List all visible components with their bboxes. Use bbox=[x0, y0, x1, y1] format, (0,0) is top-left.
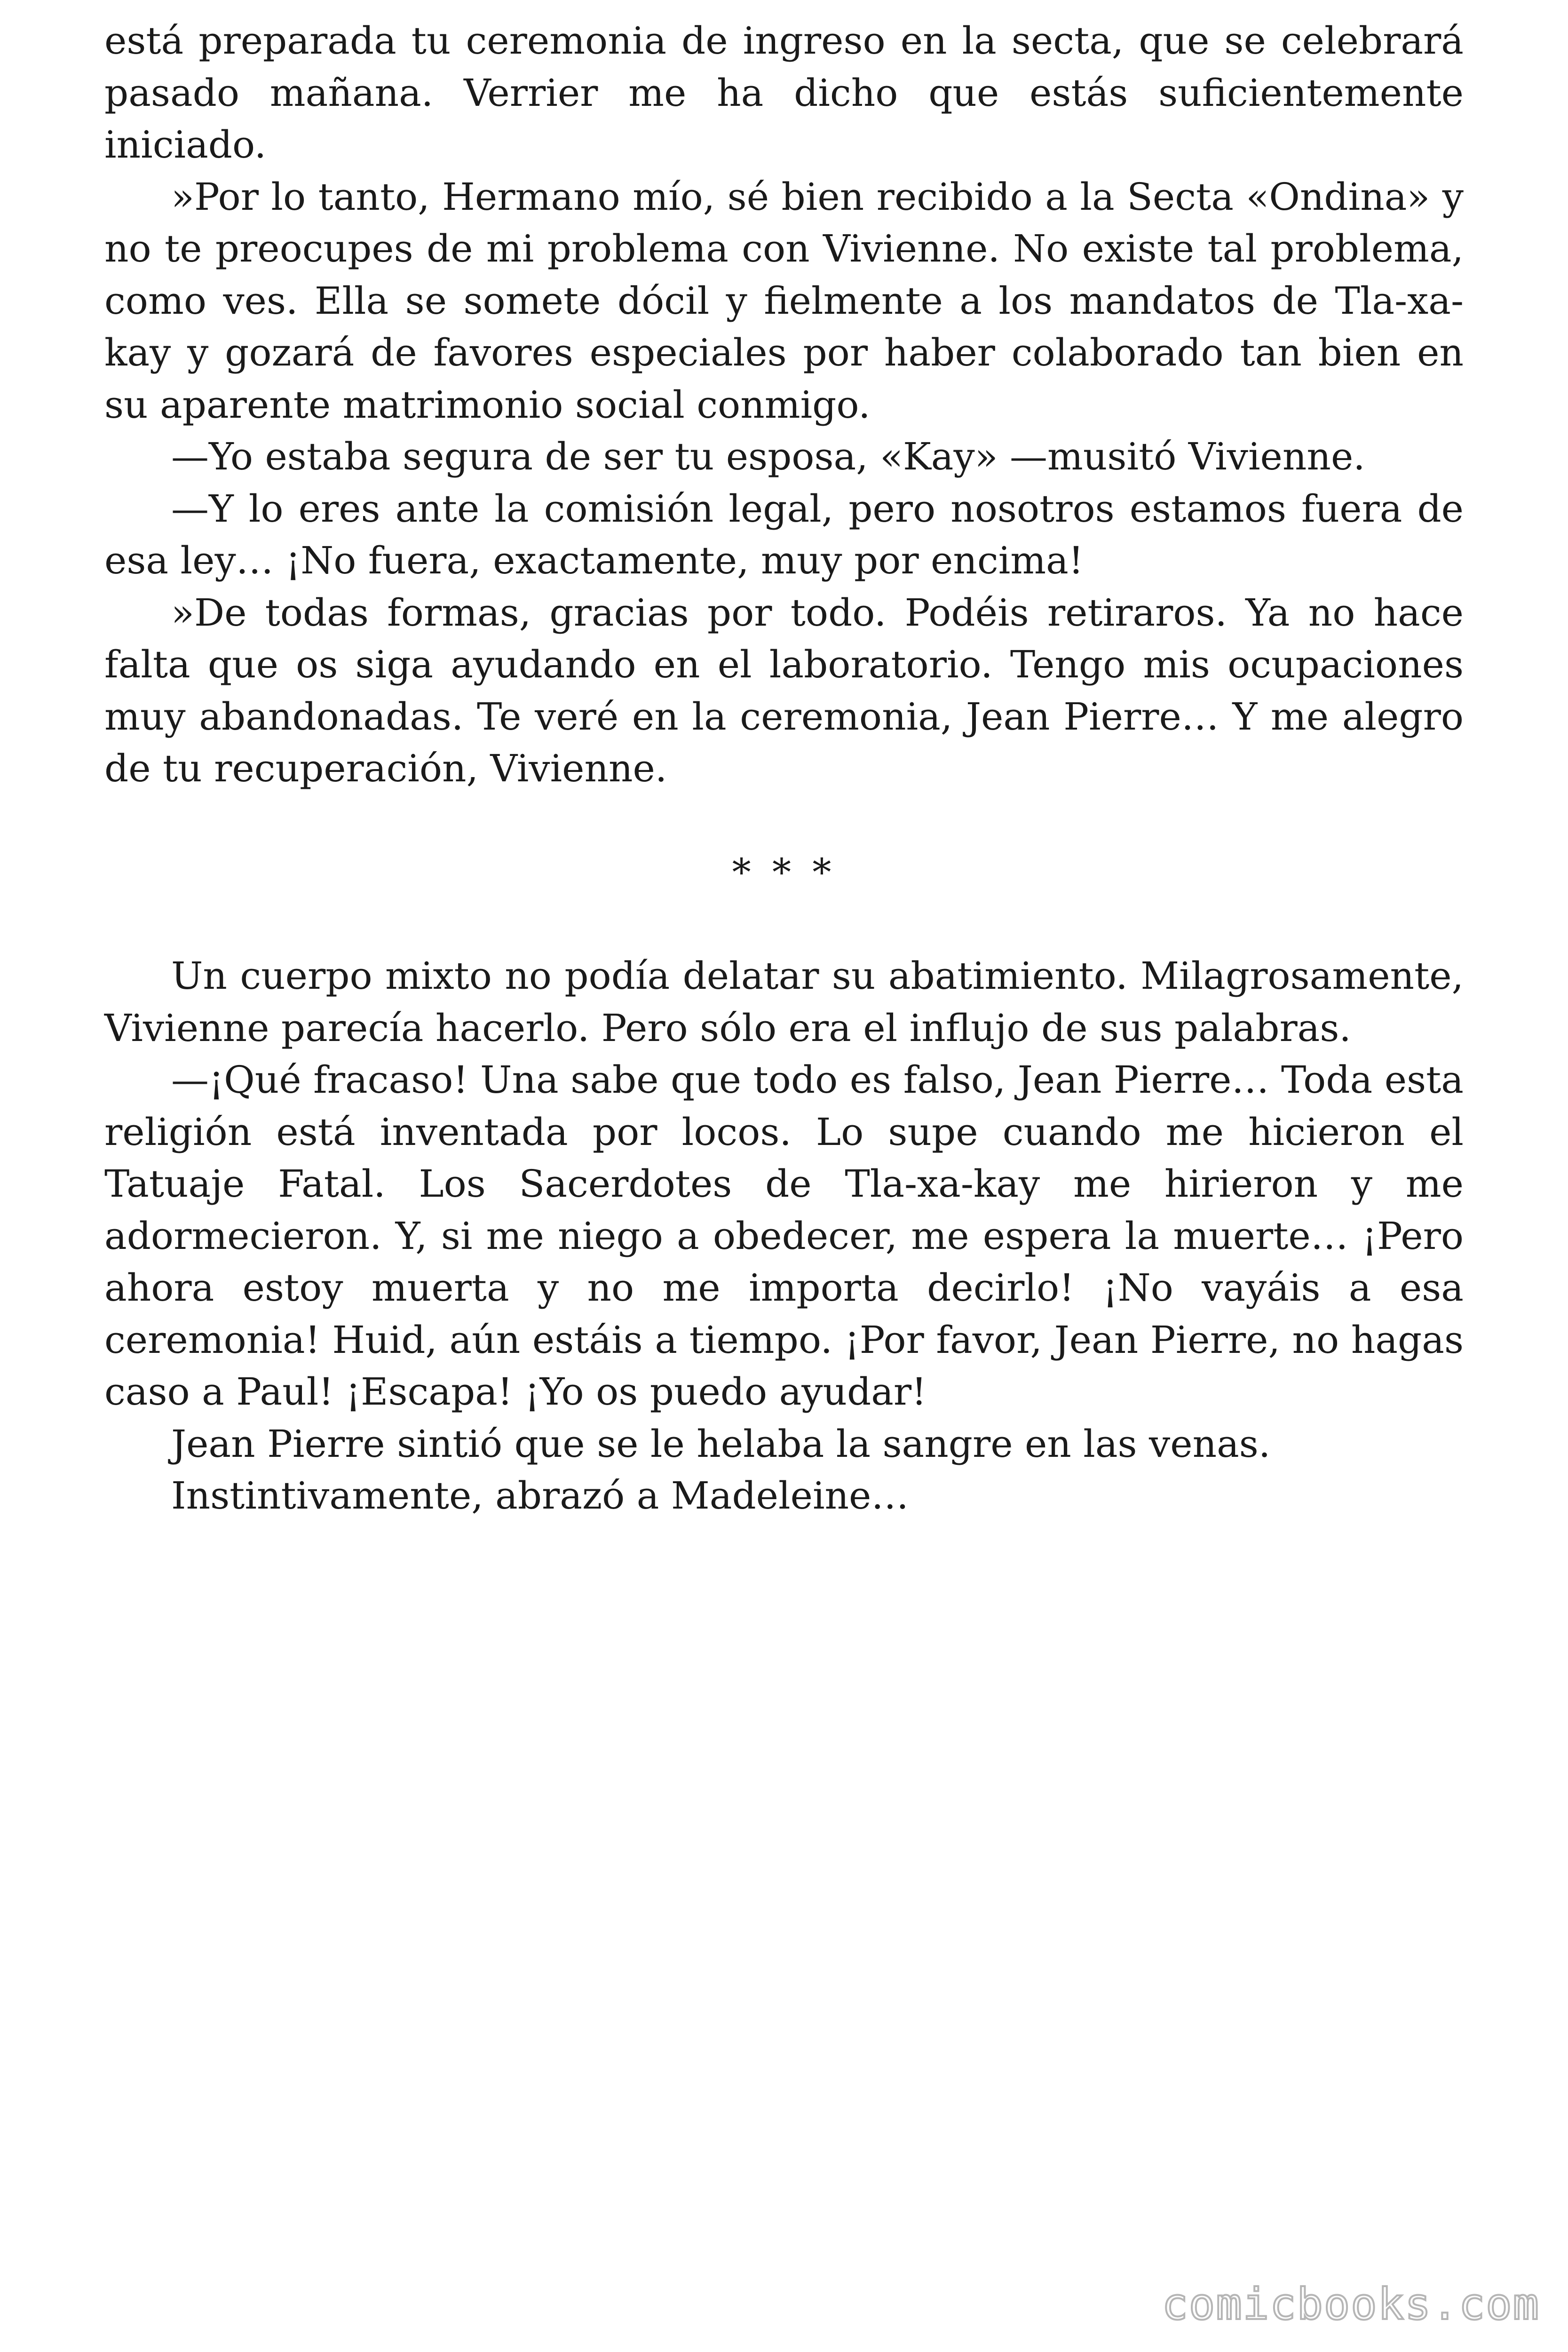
paragraph: »De todas formas, gracias por todo. Podéis retiraros. Ya no hace falta que os siga ayudando en el laboratorio. Tengo mis ocupaciones muy abandonadas. Te veré en la ceremonia, Jean Pierre… Y me alegro de tu recuperación, Vivienne. bbox=[104, 590, 1464, 790]
paragraph: —Yo estaba segura de ser tu esposa, «Kay» —musitó Vivienne. bbox=[171, 435, 1365, 478]
body-text bbox=[104, 15, 1464, 1522]
paragraph: Jean Pierre sintió que se le helaba la sangre en las venas. bbox=[171, 1422, 1271, 1466]
paragraph: »Por lo tanto, Hermano mío, sé bien recibido a la Secta «Ondina» y no te preocupes de mi problema con Vivienne. No existe tal problema, como ves. Ella se somete dócil y fielmente a los mandatos de Tla-xa-kay y gozará de favores especiales por haber colaborado tan bien en su aparente matrimonio social conmigo. bbox=[104, 175, 1464, 427]
paragraph: —Y lo eres ante la comisión legal, pero nosotros estamos fuera de esa ley… ¡No fuera, exactamente, muy por encima! bbox=[104, 486, 1464, 582]
paragraph: —¡Qué fracaso! Una sabe que todo es falso, Jean Pierre… Toda esta religión está inventada por locos. Lo supe cuando me hicieron el Tatuaje Fatal. Los Sacerdotes de Tla-xa-kay me hirieron y me adormecieron. Y, si me niego a obedecer, me espera la muerte… ¡Pero ahora estoy muerta y no me importa decirlo! ¡No vayáis a esa ceremonia! Huid, aún estáis a tiempo. ¡Por favor, Jean Pierre, no hagas caso a Paul! ¡Escapa! ¡Yo os puedo ayudar! bbox=[104, 1058, 1464, 1414]
scene-separator: * * * bbox=[732, 850, 836, 894]
paragraph: está preparada tu ceremonia de ingreso en la secta, que se celebrará pasado mañana. Verrier me ha dicho que estás suficientemente iniciado. bbox=[104, 19, 1464, 167]
paragraph: Un cuerpo mixto no podía delatar su abatimiento. Milagrosamente, Vivienne parecía hacerlo. Pero sólo era el influjo de sus palabras. bbox=[104, 954, 1464, 1050]
paragraph: Instintivamente, abrazó a Madeleine… bbox=[171, 1474, 909, 1518]
watermark: comicbooks.com bbox=[1162, 2279, 1540, 2329]
